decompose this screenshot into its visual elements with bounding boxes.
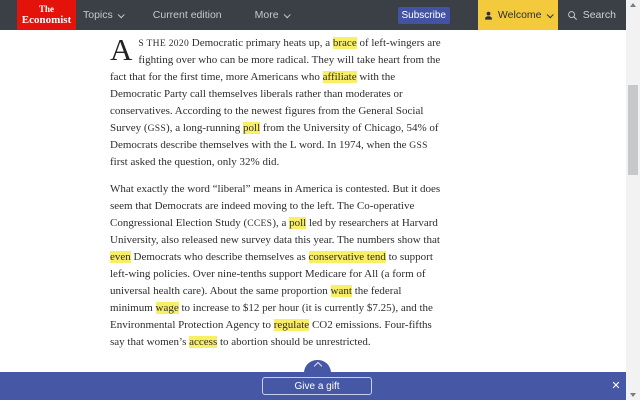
highlighted-text: access bbox=[189, 336, 218, 348]
header-right bbox=[398, 0, 626, 30]
site-header bbox=[0, 0, 626, 30]
scrollbar[interactable] bbox=[626, 0, 640, 400]
nav-item-topics[interactable] bbox=[83, 9, 123, 21]
highlighted-text: conservative tend bbox=[308, 251, 386, 263]
highlighted-text: want bbox=[330, 285, 352, 297]
scrollbar-up-arrow[interactable] bbox=[630, 3, 636, 7]
highlighted-text: brace bbox=[332, 37, 357, 49]
person-icon bbox=[484, 11, 493, 20]
economist-logo[interactable] bbox=[17, 0, 76, 30]
nav-more-label: More bbox=[254, 9, 279, 21]
chevron-down-icon bbox=[283, 11, 290, 18]
nav-current-edition-label: Current edition bbox=[152, 9, 222, 21]
welcome-label: Welcome bbox=[497, 9, 542, 21]
chevron-down-icon bbox=[117, 11, 124, 18]
highlighted-text: wage bbox=[155, 302, 179, 314]
highlighted-text: poll bbox=[243, 122, 261, 134]
search-label: Search bbox=[582, 9, 616, 21]
highlighted-text: poll bbox=[289, 217, 307, 229]
paragraph: AS THE 2020 Democratic primary heats up, a brace of left-wingers are fighting over who can be more radical. They will take heart from the fact that for the first time, more Americans who affiliate with the Democratic Party call themselves liberals rather than moderates or conservatives. According to the newest figures from the General Social Survey (GSS), a long-running poll from the University of Chicago, 54% of Democrats describe themselves with the L word. In 1974, when the GSS first asked the question, only 32% did. bbox=[110, 32, 441, 168]
nav-item-more[interactable] bbox=[255, 9, 289, 21]
chevron-up-icon bbox=[313, 362, 321, 370]
search-icon bbox=[567, 10, 578, 21]
highlighted-text: even bbox=[110, 251, 131, 263]
nav-item-current-edition[interactable] bbox=[153, 9, 222, 21]
dropcap: A bbox=[110, 32, 133, 67]
scrollbar-thumb[interactable] bbox=[628, 85, 638, 175]
banner-collapse-button[interactable] bbox=[304, 360, 331, 373]
give-a-gift-button[interactable]: Give a gift bbox=[262, 377, 372, 395]
highlighted-text: affiliate bbox=[322, 71, 357, 83]
article-body bbox=[110, 32, 444, 361]
highlighted-text: regulate bbox=[273, 319, 310, 331]
search-button[interactable] bbox=[558, 0, 626, 30]
subscribe-button[interactable]: Subscribe bbox=[398, 7, 450, 24]
gift-banner bbox=[0, 372, 626, 400]
chevron-down-icon bbox=[546, 11, 553, 18]
paragraph: What exactly the word “liberal” means in America is contested. But it does seem that Democrats are indeed moving to the left. The Co-operative Congressional Election Study (CCES), a poll led by researchers at Harvard University, also released new survey data this year. The numbers show that even Democrats who describe themselves as conservative tend to support left-wing policies. Over nine-tenths support Medicare for All (a form of universal health care). About the same proportion want the federal minimum wage to increase to $12 per hour (it is currently $7.25), and the Environmental Protection Agency to regulate CO2 emissions. Four-fifths say that women’s access to abortion should be unrestricted. bbox=[110, 183, 441, 348]
account-menu[interactable] bbox=[478, 0, 558, 30]
logo-line1: The bbox=[38, 3, 54, 14]
scrollbar-down-arrow[interactable] bbox=[630, 393, 636, 397]
logo-line2: Economist bbox=[21, 13, 72, 26]
nav-topics-label: Topics bbox=[83, 9, 113, 21]
main-nav bbox=[76, 9, 289, 21]
close-icon[interactable]: ✕ bbox=[611, 380, 621, 392]
